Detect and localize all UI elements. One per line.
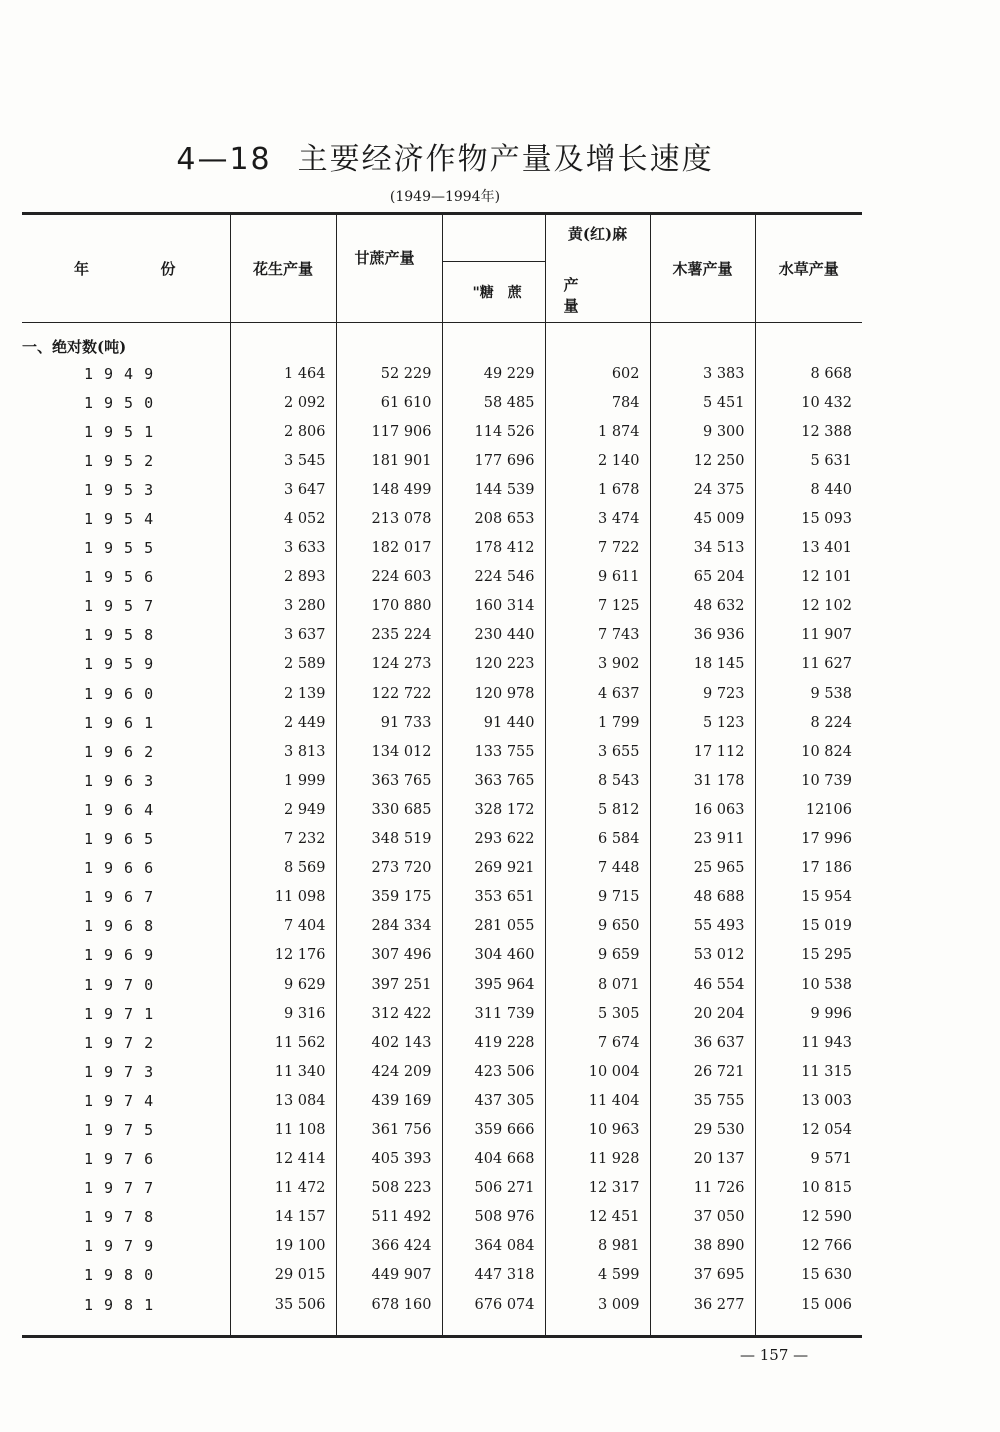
cassava-cell: 20 137 xyxy=(650,1145,755,1174)
section-label: 一、绝对数(吨) xyxy=(22,338,127,356)
sugarcane-sugar-cell: 447 318 xyxy=(442,1261,545,1290)
cassava-cell: 9 723 xyxy=(650,679,755,708)
jute-cell: 4 637 xyxy=(545,679,650,708)
year-cell: 1975 xyxy=(84,1120,165,1139)
jute-cell: 7 125 xyxy=(545,592,650,621)
peanut-cell: 11 472 xyxy=(230,1174,336,1203)
table-row xyxy=(22,563,862,592)
peanut-cell: 2 949 xyxy=(230,795,336,824)
cassava-cell: 31 178 xyxy=(650,766,755,795)
sugarcane-sugar-cell: 177 696 xyxy=(442,446,545,475)
table-row xyxy=(22,650,862,679)
sugarcane-cell: 366 424 xyxy=(336,1232,442,1261)
rush-cell: 8 224 xyxy=(755,708,862,737)
rush-cell: 15 093 xyxy=(755,504,862,533)
cassava-cell: 36 277 xyxy=(650,1290,755,1319)
cassava-cell: 9 300 xyxy=(650,417,755,446)
cassava-cell: 5 123 xyxy=(650,708,755,737)
rush-cell: 15 295 xyxy=(755,941,862,970)
sugarcane-cell: 348 519 xyxy=(336,825,442,854)
sugarcane-sugar-cell: 178 412 xyxy=(442,534,545,563)
year-cell: 1969 xyxy=(84,946,165,965)
year-cell: 1973 xyxy=(84,1062,165,1081)
sugarcane-cell: 61 610 xyxy=(336,388,442,417)
cassava-cell: 36 637 xyxy=(650,1028,755,1057)
cassava-cell: 12 250 xyxy=(650,446,755,475)
jute-cell: 3 009 xyxy=(545,1290,650,1319)
year-cell: 1966 xyxy=(84,859,165,878)
jute-cell: 9 715 xyxy=(545,883,650,912)
header-peanut: 花生产量 xyxy=(230,214,336,323)
cassava-cell: 36 936 xyxy=(650,621,755,650)
peanut-cell: 1 464 xyxy=(230,359,336,388)
sugarcane-sugar-cell: 281 055 xyxy=(442,912,545,941)
sugarcane-cell: 402 143 xyxy=(336,1028,442,1057)
jute-cell: 1 678 xyxy=(545,475,650,504)
peanut-cell: 2 806 xyxy=(230,417,336,446)
cassava-cell: 23 911 xyxy=(650,825,755,854)
sugarcane-sugar-cell: 114 526 xyxy=(442,417,545,446)
sugarcane-sugar-cell: 506 271 xyxy=(442,1174,545,1203)
cassava-cell: 29 530 xyxy=(650,1115,755,1144)
sugarcane-cell: 122 722 xyxy=(336,679,442,708)
cassava-cell: 20 204 xyxy=(650,999,755,1028)
year-cell: 1979 xyxy=(84,1237,165,1256)
peanut-cell: 35 506 xyxy=(230,1290,336,1319)
header-jute: 黄(红)麻 产量 xyxy=(545,214,650,323)
sugarcane-sugar-cell: 91 440 xyxy=(442,708,545,737)
rush-cell: 8 440 xyxy=(755,475,862,504)
rush-cell: 11 315 xyxy=(755,1057,862,1086)
rush-cell: 12 101 xyxy=(755,563,862,592)
cassava-cell: 24 375 xyxy=(650,475,755,504)
rush-cell: 11 627 xyxy=(755,650,862,679)
cassava-cell: 17 112 xyxy=(650,737,755,766)
peanut-cell: 3 647 xyxy=(230,475,336,504)
year-cell: 1976 xyxy=(84,1150,165,1169)
cassava-cell: 18 145 xyxy=(650,650,755,679)
jute-cell: 602 xyxy=(545,359,650,388)
sugarcane-cell: 182 017 xyxy=(336,534,442,563)
cassava-cell: 37 050 xyxy=(650,1203,755,1232)
cassava-cell: 48 632 xyxy=(650,592,755,621)
peanut-cell: 3 637 xyxy=(230,621,336,650)
jute-cell: 10 963 xyxy=(545,1115,650,1144)
cassava-cell: 53 012 xyxy=(650,941,755,970)
table-row xyxy=(22,534,862,563)
table-row xyxy=(22,359,862,388)
jute-cell: 9 650 xyxy=(545,912,650,941)
rush-cell: 9 996 xyxy=(755,999,862,1028)
header-year: 年 份 xyxy=(22,214,230,323)
sugarcane-cell: 148 499 xyxy=(336,475,442,504)
header-sugarcane: 甘蔗产量 xyxy=(336,214,442,323)
table-row xyxy=(22,912,862,941)
page-title xyxy=(0,134,890,178)
peanut-cell: 2 092 xyxy=(230,388,336,417)
jute-cell: 5 305 xyxy=(545,999,650,1028)
table-row xyxy=(22,1290,862,1319)
table-row xyxy=(22,621,862,650)
sugarcane-sugar-cell: 423 506 xyxy=(442,1057,545,1086)
sugarcane-sugar-cell: 160 314 xyxy=(442,592,545,621)
sugarcane-cell: 284 334 xyxy=(336,912,442,941)
rush-cell: 17 996 xyxy=(755,825,862,854)
rush-cell: 12 766 xyxy=(755,1232,862,1261)
year-cell: 1956 xyxy=(84,568,165,587)
sugarcane-cell: 678 160 xyxy=(336,1290,442,1319)
sugarcane-sugar-cell: 353 651 xyxy=(442,883,545,912)
table-row xyxy=(22,1057,862,1086)
table-row xyxy=(22,679,862,708)
table-row xyxy=(22,1261,862,1290)
year-cell: 1953 xyxy=(84,480,165,499)
table-row xyxy=(22,446,862,475)
header-cassava: 木薯产量 xyxy=(650,214,755,323)
year-cell: 1954 xyxy=(84,510,165,529)
sugarcane-cell: 273 720 xyxy=(336,854,442,883)
year-cell: 1970 xyxy=(84,975,165,994)
table-number: 4—18 xyxy=(176,142,272,177)
peanut-cell: 29 015 xyxy=(230,1261,336,1290)
table-row xyxy=(22,1174,862,1203)
peanut-cell: 8 569 xyxy=(230,854,336,883)
jute-cell: 3 902 xyxy=(545,650,650,679)
year-cell: 1961 xyxy=(84,713,165,732)
rush-cell: 11 943 xyxy=(755,1028,862,1057)
sugarcane-sugar-cell: 304 460 xyxy=(442,941,545,970)
header-rush: 水草产量 xyxy=(755,214,862,323)
cassava-cell: 55 493 xyxy=(650,912,755,941)
sugarcane-cell: 213 078 xyxy=(336,504,442,533)
peanut-cell: 3 545 xyxy=(230,446,336,475)
year-cell: 1952 xyxy=(84,451,165,470)
rush-cell: 12 102 xyxy=(755,592,862,621)
table-row xyxy=(22,1028,862,1057)
rush-cell: 15 006 xyxy=(755,1290,862,1319)
year-cell: 1965 xyxy=(84,830,165,849)
table-row xyxy=(22,504,862,533)
sugarcane-sugar-cell: 404 668 xyxy=(442,1145,545,1174)
cassava-cell: 11 726 xyxy=(650,1174,755,1203)
sugarcane-sugar-cell: 363 765 xyxy=(442,766,545,795)
sugarcane-cell: 224 603 xyxy=(336,563,442,592)
cassava-cell: 35 755 xyxy=(650,1086,755,1115)
peanut-cell: 13 084 xyxy=(230,1086,336,1115)
sugarcane-cell: 508 223 xyxy=(336,1174,442,1203)
sugarcane-sugar-cell: 508 976 xyxy=(442,1203,545,1232)
jute-cell: 4 599 xyxy=(545,1261,650,1290)
table-row xyxy=(22,388,862,417)
table-row xyxy=(22,999,862,1028)
peanut-cell: 11 098 xyxy=(230,883,336,912)
table-end-spacer xyxy=(22,1319,862,1337)
rush-cell: 15 630 xyxy=(755,1261,862,1290)
peanut-cell: 12 414 xyxy=(230,1145,336,1174)
table-row xyxy=(22,941,862,970)
peanut-cell: 9 316 xyxy=(230,999,336,1028)
sugarcane-cell: 117 906 xyxy=(336,417,442,446)
sugarcane-cell: 124 273 xyxy=(336,650,442,679)
sugarcane-sugar-cell: 224 546 xyxy=(442,563,545,592)
sugarcane-cell: 52 229 xyxy=(336,359,442,388)
year-cell: 1960 xyxy=(84,684,165,703)
rush-cell: 17 186 xyxy=(755,854,862,883)
jute-cell: 12 317 xyxy=(545,1174,650,1203)
table-row xyxy=(22,1145,862,1174)
jute-cell: 7 722 xyxy=(545,534,650,563)
sugarcane-cell: 235 224 xyxy=(336,621,442,650)
table-row xyxy=(22,766,862,795)
sugarcane-cell: 361 756 xyxy=(336,1115,442,1144)
sugarcane-sugar-cell: 208 653 xyxy=(442,504,545,533)
year-cell: 1962 xyxy=(84,742,165,761)
jute-cell: 11 404 xyxy=(545,1086,650,1115)
rush-cell: 13 003 xyxy=(755,1086,862,1115)
sugarcane-cell: 91 733 xyxy=(336,708,442,737)
table-row xyxy=(22,854,862,883)
year-cell: 1967 xyxy=(84,888,165,907)
rush-cell: 10 432 xyxy=(755,388,862,417)
cassava-cell: 26 721 xyxy=(650,1057,755,1086)
year-cell: 1949 xyxy=(84,364,165,383)
table-row xyxy=(22,1086,862,1115)
jute-cell: 8 543 xyxy=(545,766,650,795)
year-range: (1949—1994年) xyxy=(389,189,501,205)
sugarcane-cell: 181 901 xyxy=(336,446,442,475)
year-cell: 1959 xyxy=(84,655,165,674)
year-cell: 1974 xyxy=(84,1091,165,1110)
sugarcane-cell: 424 209 xyxy=(336,1057,442,1086)
cassava-cell: 3 383 xyxy=(650,359,755,388)
table-row xyxy=(22,708,862,737)
sugarcane-cell: 359 175 xyxy=(336,883,442,912)
rush-cell: 15 019 xyxy=(755,912,862,941)
rush-cell: 5 631 xyxy=(755,446,862,475)
table-title: 主要经济作物产量及增长速度 xyxy=(297,142,714,177)
peanut-cell: 7 404 xyxy=(230,912,336,941)
jute-cell: 2 140 xyxy=(545,446,650,475)
table-row xyxy=(22,417,862,446)
sugarcane-sugar-cell: 364 084 xyxy=(442,1232,545,1261)
cassava-cell: 34 513 xyxy=(650,534,755,563)
crop-production-table xyxy=(22,212,862,1338)
table-row xyxy=(22,1115,862,1144)
jute-cell: 3 655 xyxy=(545,737,650,766)
table-row xyxy=(22,1232,862,1261)
rush-cell: 10 824 xyxy=(755,737,862,766)
year-cell: 1957 xyxy=(84,597,165,616)
rush-cell: 12106 xyxy=(755,795,862,824)
peanut-cell: 4 052 xyxy=(230,504,336,533)
jute-cell: 6 584 xyxy=(545,825,650,854)
sugarcane-sugar-cell: 58 485 xyxy=(442,388,545,417)
sugarcane-cell: 449 907 xyxy=(336,1261,442,1290)
table-row xyxy=(22,795,862,824)
rush-cell: 9 571 xyxy=(755,1145,862,1174)
table-row xyxy=(22,825,862,854)
cassava-cell: 16 063 xyxy=(650,795,755,824)
sugarcane-cell: 397 251 xyxy=(336,970,442,999)
jute-cell: 9 611 xyxy=(545,563,650,592)
jute-cell: 1 874 xyxy=(545,417,650,446)
jute-cell: 7 674 xyxy=(545,1028,650,1057)
sugarcane-sugar-cell: 395 964 xyxy=(442,970,545,999)
jute-cell: 12 451 xyxy=(545,1203,650,1232)
peanut-cell: 2 893 xyxy=(230,563,336,592)
rush-cell: 11 907 xyxy=(755,621,862,650)
table-row xyxy=(22,883,862,912)
sugarcane-sugar-cell: 676 074 xyxy=(442,1290,545,1319)
jute-cell: 5 812 xyxy=(545,795,650,824)
jute-cell: 7 448 xyxy=(545,854,650,883)
sugarcane-sugar-cell: 133 755 xyxy=(442,737,545,766)
sugarcane-sugar-cell: 328 172 xyxy=(442,795,545,824)
peanut-cell: 11 562 xyxy=(230,1028,336,1057)
rush-cell: 8 668 xyxy=(755,359,862,388)
rush-cell: 15 954 xyxy=(755,883,862,912)
peanut-cell: 19 100 xyxy=(230,1232,336,1261)
jute-cell: 8 981 xyxy=(545,1232,650,1261)
peanut-cell: 7 232 xyxy=(230,825,336,854)
year-cell: 1950 xyxy=(84,393,165,412)
year-cell: 1971 xyxy=(84,1004,165,1023)
year-cell: 1955 xyxy=(84,539,165,558)
rush-cell: 12 388 xyxy=(755,417,862,446)
sugarcane-cell: 307 496 xyxy=(336,941,442,970)
sugarcane-sugar-cell: 359 666 xyxy=(442,1115,545,1144)
rush-cell: 12 054 xyxy=(755,1115,862,1144)
peanut-cell: 1 999 xyxy=(230,766,336,795)
year-cell: 1963 xyxy=(84,771,165,790)
peanut-cell: 3 813 xyxy=(230,737,336,766)
sugarcane-sugar-cell: 49 229 xyxy=(442,359,545,388)
sugarcane-cell: 134 012 xyxy=(336,737,442,766)
table-row xyxy=(22,970,862,999)
sugarcane-sugar-cell: 293 622 xyxy=(442,825,545,854)
peanut-cell: 3 633 xyxy=(230,534,336,563)
year-cell: 1980 xyxy=(84,1266,165,1285)
cassava-cell: 5 451 xyxy=(650,388,755,417)
sugarcane-sugar-cell: 120 223 xyxy=(442,650,545,679)
rush-cell: 12 590 xyxy=(755,1203,862,1232)
cassava-cell: 45 009 xyxy=(650,504,755,533)
sugarcane-sugar-cell: 120 978 xyxy=(442,679,545,708)
sugarcane-cell: 511 492 xyxy=(336,1203,442,1232)
jute-cell: 10 004 xyxy=(545,1057,650,1086)
peanut-cell: 2 449 xyxy=(230,708,336,737)
sugarcane-cell: 405 393 xyxy=(336,1145,442,1174)
year-cell: 1958 xyxy=(84,626,165,645)
sugarcane-cell: 330 685 xyxy=(336,795,442,824)
year-cell: 1964 xyxy=(84,800,165,819)
header-sugarcane-sub: "糖 蔗 xyxy=(442,262,545,323)
table-row xyxy=(22,475,862,504)
cassava-cell: 48 688 xyxy=(650,883,755,912)
year-cell: 1978 xyxy=(84,1208,165,1227)
sugarcane-cell: 439 169 xyxy=(336,1086,442,1115)
jute-cell: 9 659 xyxy=(545,941,650,970)
sugarcane-sugar-cell: 230 440 xyxy=(442,621,545,650)
jute-cell: 8 071 xyxy=(545,970,650,999)
year-cell: 1972 xyxy=(84,1033,165,1052)
cassava-cell: 37 695 xyxy=(650,1261,755,1290)
header-sugarcane-blank xyxy=(442,214,545,262)
rush-cell: 13 401 xyxy=(755,534,862,563)
year-cell: 1968 xyxy=(84,917,165,936)
table-row xyxy=(22,1203,862,1232)
page-number: — 157 — xyxy=(740,1346,809,1364)
rush-cell: 10 538 xyxy=(755,970,862,999)
cassava-cell: 25 965 xyxy=(650,854,755,883)
rush-cell: 10 739 xyxy=(755,766,862,795)
peanut-cell: 2 139 xyxy=(230,679,336,708)
table-row xyxy=(22,737,862,766)
jute-cell: 1 799 xyxy=(545,708,650,737)
sugarcane-cell: 363 765 xyxy=(336,766,442,795)
peanut-cell: 9 629 xyxy=(230,970,336,999)
section-row xyxy=(22,323,862,360)
jute-cell: 784 xyxy=(545,388,650,417)
rush-cell: 10 815 xyxy=(755,1174,862,1203)
peanut-cell: 14 157 xyxy=(230,1203,336,1232)
rush-cell: 9 538 xyxy=(755,679,862,708)
peanut-cell: 11 340 xyxy=(230,1057,336,1086)
sugarcane-sugar-cell: 311 739 xyxy=(442,999,545,1028)
sugarcane-cell: 170 880 xyxy=(336,592,442,621)
cassava-cell: 65 204 xyxy=(650,563,755,592)
peanut-cell: 3 280 xyxy=(230,592,336,621)
jute-cell: 7 743 xyxy=(545,621,650,650)
year-cell: 1981 xyxy=(84,1295,165,1314)
sugarcane-sugar-cell: 419 228 xyxy=(442,1028,545,1057)
cassava-cell: 38 890 xyxy=(650,1232,755,1261)
jute-cell: 11 928 xyxy=(545,1145,650,1174)
sugarcane-sugar-cell: 144 539 xyxy=(442,475,545,504)
peanut-cell: 11 108 xyxy=(230,1115,336,1144)
sugarcane-cell: 312 422 xyxy=(336,999,442,1028)
sugarcane-sugar-cell: 437 305 xyxy=(442,1086,545,1115)
cassava-cell: 46 554 xyxy=(650,970,755,999)
peanut-cell: 12 176 xyxy=(230,941,336,970)
year-cell: 1951 xyxy=(84,422,165,441)
table-row xyxy=(22,592,862,621)
year-cell: 1977 xyxy=(84,1179,165,1198)
peanut-cell: 2 589 xyxy=(230,650,336,679)
jute-cell: 3 474 xyxy=(545,504,650,533)
sugarcane-sugar-cell: 269 921 xyxy=(442,854,545,883)
